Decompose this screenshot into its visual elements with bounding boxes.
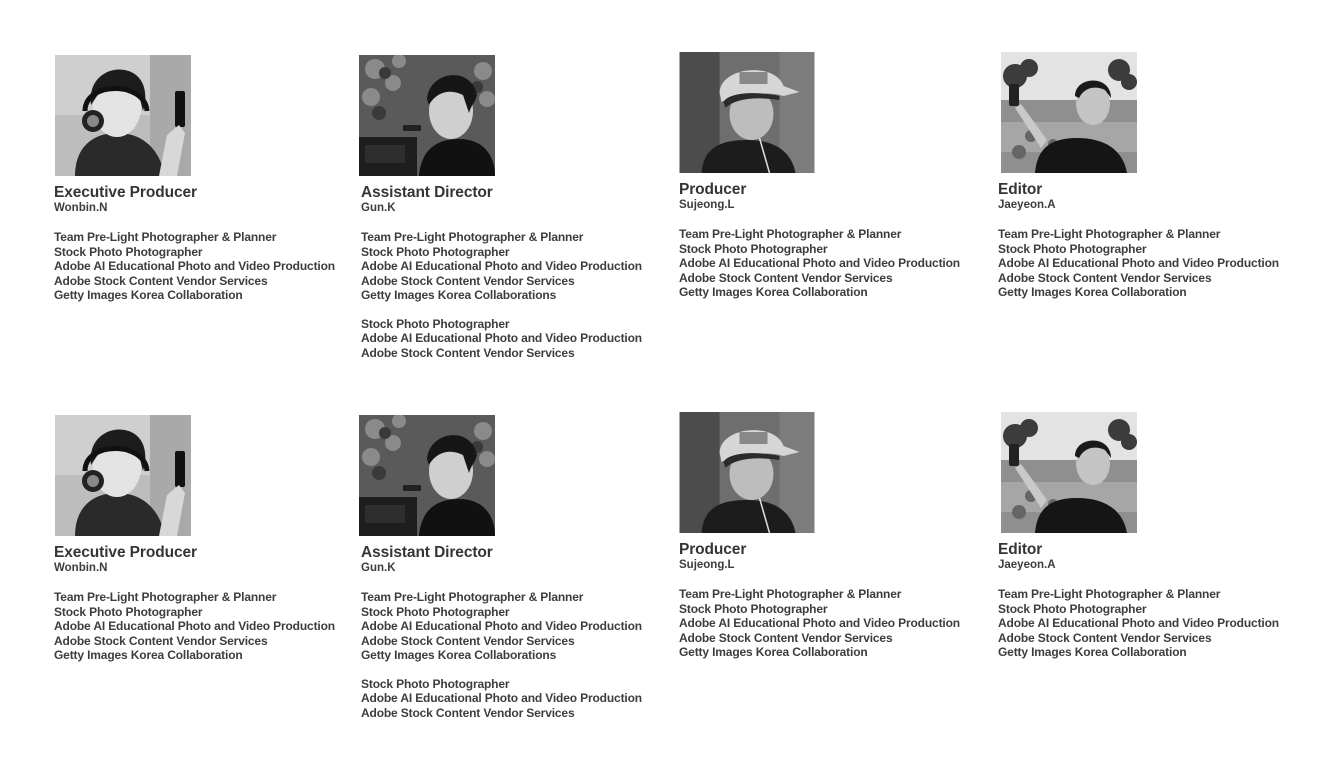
member-role: Assistant Director	[361, 544, 493, 561]
member-role: Producer	[679, 541, 747, 558]
member-name: Gun.K	[361, 562, 396, 574]
credit-line: Adobe Stock Content Vendor Services	[361, 273, 575, 288]
credit-line: Adobe AI Educational Photo and Video Production	[361, 259, 642, 273]
member-role: Editor	[998, 541, 1043, 558]
credit-line: Stock Photo Photographer	[679, 601, 828, 616]
member-name: Gun.K	[361, 202, 396, 214]
member-credits	[679, 587, 979, 660]
member-role: Editor	[998, 181, 1043, 198]
member-photo	[359, 415, 495, 536]
credit-line: Stock Photo Photographer	[998, 601, 1147, 616]
member-role: Executive Producer	[54, 544, 197, 561]
credit-line: Team Pre-Light Photographer & Planner	[679, 227, 902, 241]
credit-line: Adobe AI Educational Photo and Video Production	[998, 256, 1279, 270]
credit-line: Getty Images Korea Collaboration	[998, 285, 1187, 299]
credit-line: Stock Photo Photographer	[679, 241, 828, 256]
member-credits	[54, 590, 355, 663]
member-info	[361, 185, 659, 360]
credit-line: Team Pre-Light Photographer & Planner	[998, 587, 1221, 601]
member-info	[361, 545, 659, 720]
credit-line: Adobe AI Educational Photo and Video Production	[54, 619, 335, 633]
member-name: Wonbin.N	[54, 202, 108, 214]
credit-line: Stock Photo Photographer	[361, 604, 510, 619]
member-credits	[998, 587, 1301, 660]
credit-line: Adobe Stock Content Vendor Services	[998, 270, 1212, 285]
credit-line: Getty Images Korea Collaboration	[54, 648, 243, 662]
credit-line: Team Pre-Light Photographer & Planner	[361, 590, 584, 604]
credit-line: Team Pre-Light Photographer & Planner	[361, 230, 584, 244]
credit-line: Stock Photo Photographer	[54, 604, 203, 619]
credit-line: Adobe Stock Content Vendor Services	[54, 273, 268, 288]
member-info	[679, 542, 979, 660]
member-photo	[1001, 52, 1137, 173]
member-photo	[55, 55, 191, 176]
team-member-card	[55, 415, 355, 663]
credit-line: Adobe AI Educational Photo and Video Production	[998, 616, 1279, 630]
member-info	[679, 182, 979, 300]
member-name: Jaeyeon.A	[998, 199, 1056, 211]
member-info	[54, 545, 355, 663]
member-name: Wonbin.N	[54, 562, 108, 574]
member-role: Assistant Director	[361, 184, 493, 201]
credit-line: Adobe AI Educational Photo and Video Production	[679, 616, 960, 630]
credit-line: Stock Photo Photographer	[361, 316, 510, 331]
credit-line: Adobe Stock Content Vendor Services	[361, 705, 575, 720]
credit-line: Adobe AI Educational Photo and Video Production	[361, 691, 642, 705]
credit-gap	[361, 303, 659, 317]
credit-line: Team Pre-Light Photographer & Planner	[54, 590, 277, 604]
credit-line: Adobe Stock Content Vendor Services	[998, 630, 1212, 645]
credit-line: Team Pre-Light Photographer & Planner	[54, 230, 277, 244]
member-credits	[361, 590, 659, 720]
credit-line: Stock Photo Photographer	[361, 676, 510, 691]
member-name: Sujeong.L	[679, 199, 735, 211]
member-photo	[359, 55, 495, 176]
credit-line: Getty Images Korea Collaboration	[679, 285, 868, 299]
credit-line: Getty Images Korea Collaboration	[998, 645, 1187, 659]
credit-line: Adobe Stock Content Vendor Services	[361, 633, 575, 648]
credit-gap	[361, 663, 659, 677]
team-member-card	[998, 52, 1301, 300]
team-member-card	[998, 412, 1301, 660]
member-info	[54, 185, 355, 303]
credit-line: Getty Images Korea Collaboration	[679, 645, 868, 659]
team-member-card	[679, 412, 979, 660]
credit-line: Adobe Stock Content Vendor Services	[54, 633, 268, 648]
credit-line: Adobe Stock Content Vendor Services	[679, 270, 893, 285]
credit-line: Getty Images Korea Collaborations	[361, 288, 557, 302]
member-photo	[1001, 412, 1137, 533]
member-credits	[998, 227, 1301, 300]
credit-line: Adobe AI Educational Photo and Video Production	[361, 331, 642, 345]
member-name: Sujeong.L	[679, 559, 735, 571]
member-role: Executive Producer	[54, 184, 197, 201]
member-credits	[54, 230, 355, 303]
credit-line: Team Pre-Light Photographer & Planner	[679, 587, 902, 601]
credit-line: Adobe Stock Content Vendor Services	[679, 630, 893, 645]
credit-line: Adobe Stock Content Vendor Services	[361, 345, 575, 360]
member-info	[998, 542, 1301, 660]
member-name: Jaeyeon.A	[998, 559, 1056, 571]
credit-line: Stock Photo Photographer	[54, 244, 203, 259]
member-credits	[361, 230, 659, 360]
team-member-card	[359, 55, 659, 360]
credit-line: Stock Photo Photographer	[361, 244, 510, 259]
team-member-card	[359, 415, 659, 720]
credit-line: Getty Images Korea Collaboration	[54, 288, 243, 302]
credit-line: Team Pre-Light Photographer & Planner	[998, 227, 1221, 241]
member-photo	[679, 52, 815, 173]
credit-line: Adobe AI Educational Photo and Video Production	[361, 619, 642, 633]
member-role: Producer	[679, 181, 747, 198]
member-info	[998, 182, 1301, 300]
credit-line: Stock Photo Photographer	[998, 241, 1147, 256]
credit-line: Adobe AI Educational Photo and Video Production	[54, 259, 335, 273]
team-member-card	[55, 55, 355, 303]
credit-line: Adobe AI Educational Photo and Video Production	[679, 256, 960, 270]
member-credits	[679, 227, 979, 300]
member-photo	[55, 415, 191, 536]
member-photo	[679, 412, 815, 533]
team-member-card	[679, 52, 979, 300]
credit-line: Getty Images Korea Collaborations	[361, 648, 557, 662]
